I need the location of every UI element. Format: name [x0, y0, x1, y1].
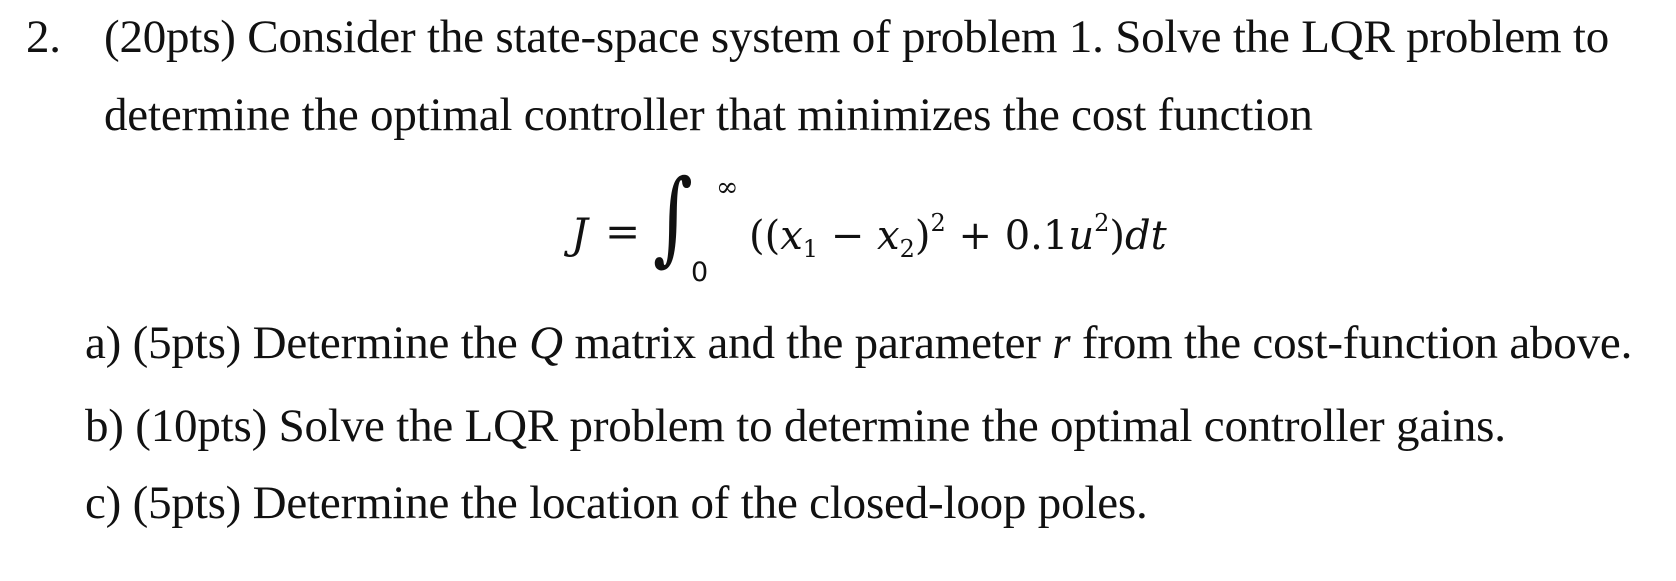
cost-symbol: J	[571, 209, 588, 258]
part-b: b) (10pts) Solve the LQR problem to determine the optimal controller gains.	[85, 400, 1506, 452]
plus-weight: + 0.1	[945, 213, 1069, 259]
state-x2: x	[877, 213, 900, 259]
close-outer-paren: )	[1109, 213, 1125, 259]
cost-function-equation	[571, 158, 1231, 293]
part-a-r-symbol: r	[1052, 317, 1071, 369]
close-paren: )	[914, 213, 931, 259]
part-a-prefix: a) (5pts) Determine the	[85, 317, 530, 369]
part-a-mid: matrix and the parameter	[562, 317, 1053, 369]
integral-lower-limit: 0	[691, 257, 709, 288]
state-x2-subscript: 2	[899, 235, 915, 263]
differential-dt: dt	[1124, 213, 1167, 259]
integral-sign: ∫	[653, 158, 693, 277]
square-exponent-2: 2	[1094, 209, 1110, 237]
integrand-open-parens: ((	[749, 213, 781, 259]
square-exponent-1: 2	[930, 209, 946, 237]
part-c: c) (5pts) Determine the location of the closed-loop poles.	[85, 477, 1148, 529]
state-x1-subscript: 1	[802, 235, 819, 263]
part-a-suffix: from the cost-function above.	[1070, 317, 1633, 369]
minus-sign: −	[818, 213, 878, 259]
equals-sign: =	[605, 207, 641, 256]
problem-number: 2.	[26, 11, 61, 63]
problem-statement-line-1: (20pts) Consider the state-space system of problem 1. Solve the LQR problem to	[104, 11, 1610, 63]
part-a-Q-symbol: Q	[529, 317, 563, 369]
problem-statement-line-2: determine the optimal controller that minimizes the cost function	[104, 89, 1313, 141]
input-u: u	[1068, 213, 1095, 259]
integrand	[749, 209, 1167, 263]
part-a	[85, 317, 1633, 369]
integral-upper-limit: ∞	[716, 172, 739, 203]
state-x1: x	[780, 213, 803, 259]
